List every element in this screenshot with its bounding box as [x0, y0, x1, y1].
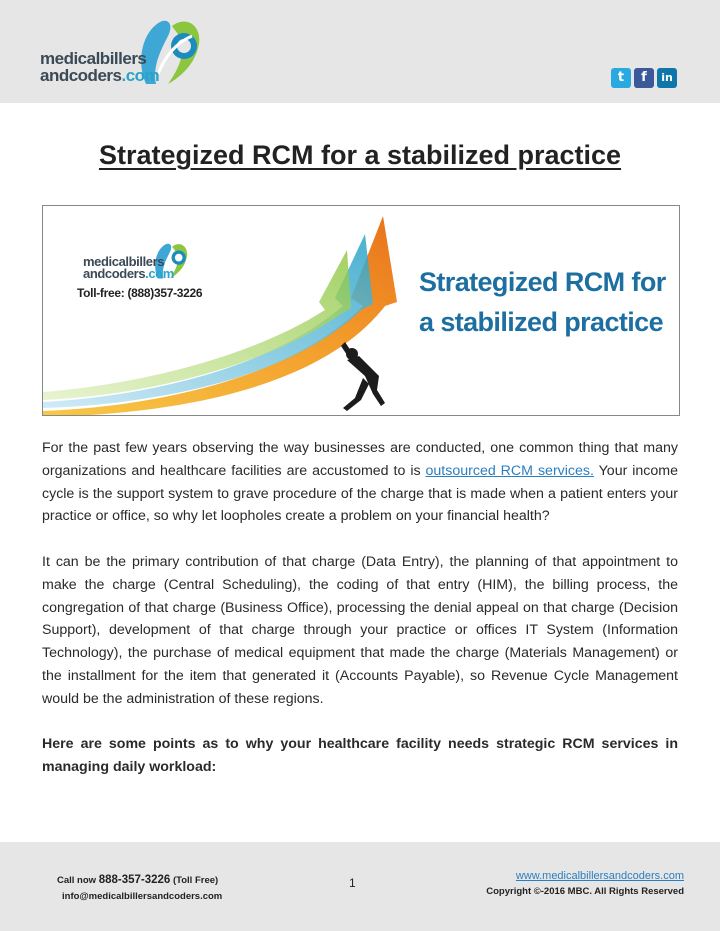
footer-contact — [57, 872, 222, 905]
footer-site-info — [486, 869, 684, 899]
outsourced-rcm-link[interactable]: outsourced RCM services. — [425, 462, 594, 479]
footer-phone[interactable]: 888-357-3226 — [98, 874, 171, 886]
social-links — [611, 68, 677, 88]
banner-headline-line1: Strategized RCM for — [419, 267, 666, 297]
page-number: 1 — [349, 876, 356, 890]
banner-logo-line2 — [83, 268, 174, 280]
footer-website-link[interactable]: www.medicalbillersandcoders.com — [515, 870, 684, 882]
footer-call-line — [57, 872, 222, 889]
banner-headline-line2: a stabilized practice — [419, 307, 664, 337]
logo-text — [40, 50, 159, 84]
article-body — [42, 437, 678, 802]
logo-line1: medicalbillers — [40, 49, 147, 68]
banner-logo-line1: medicalbillers — [83, 254, 165, 269]
linkedin-icon[interactable]: in — [657, 68, 677, 88]
logo-line2-text: andcoders — [40, 66, 122, 85]
footer-call-suffix: (Toll Free) — [170, 875, 219, 886]
logo-dotcom: .com — [121, 66, 160, 85]
banner-logo-line2-text: andcoders — [83, 266, 146, 281]
page-footer — [0, 842, 720, 931]
pushing-man-figure — [341, 342, 385, 411]
p1-text-before: For the past few years observing the way businesses are conducted, one common thing that many organizations and healthcare facilities are accustomed to is — [42, 440, 678, 479]
paragraph-2: It can be the primary contribution of that charge (Data Entry), the planning of that appointment to make the charge (Central Scheduling), the coding of that entry (HIM), the billing process, the congregation of that charge (Business Office), processing the denial appeal on that charge (Decision Support), development of that charge through your practice or offices IT System (Information Technology), the purchase of medical equipment that made the charge (Materials Management) or the installment for the item that generated it (Accounts Payable), so Revenue Cycle Management would be the administration of these regions. — [42, 553, 678, 707]
paragraph-3-bold: Here are some points as to why your healthcare facility needs strategic RCM services in managing daily workload: — [42, 736, 678, 776]
footer-call-prefix: Call now — [57, 875, 99, 886]
logo-line2 — [40, 67, 159, 84]
hero-banner — [42, 205, 680, 416]
twitter-icon[interactable]: t — [611, 68, 631, 88]
p1-text-after: Your income cycle is the support system to grave procedure of the charge that is made when a patient enters your practice or office, so why let loopholes create a problem on your financial health? — [42, 462, 678, 525]
banner-logo-dotcom: .com — [145, 266, 174, 281]
banner-headline — [419, 262, 669, 342]
page-title: Strategized RCM for a stabilized practice — [98, 140, 622, 170]
banner-tollfree: Toll-free: (888)357-3226 — [77, 286, 203, 300]
banner-logo-text — [83, 256, 174, 280]
facebook-icon[interactable]: f — [634, 68, 654, 88]
company-logo[interactable] — [40, 14, 210, 94]
paragraph-1 — [42, 437, 678, 528]
page-header — [0, 0, 720, 103]
footer-copyright: Copyright ©-2016 MBC. All Rights Reserved — [486, 886, 684, 897]
footer-email[interactable]: info@medicalbillersandcoders.com — [62, 891, 223, 902]
